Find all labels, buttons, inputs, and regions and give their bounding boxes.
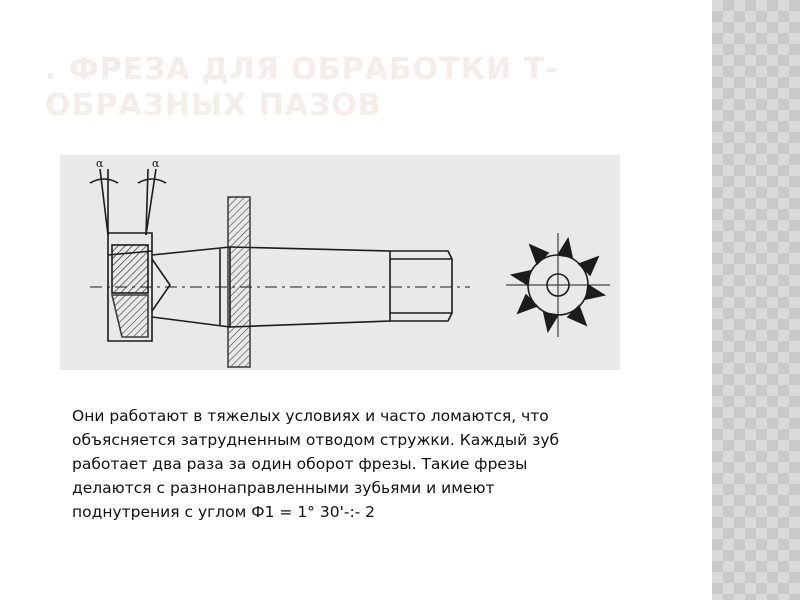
cutter-end-view <box>506 233 610 337</box>
angle-marks <box>90 169 166 235</box>
angle-label-1: α <box>96 157 104 170</box>
decorative-side-strip <box>712 0 800 600</box>
slide-body-text <box>72 404 662 524</box>
cutter-drawing-svg <box>60 155 620 370</box>
body-line-1: Они работают в тяжелых условиях и часто ломаются, что <box>72 407 549 425</box>
angle-label-2: α <box>152 157 160 170</box>
spindle-wall <box>228 197 250 367</box>
slide-title-line-1: . ФРЕЗА ДЛЯ ОБРАБОТКИ Т- <box>45 52 559 87</box>
slide-title <box>45 52 685 124</box>
cutter-drawing <box>60 155 620 370</box>
body-line-3: работает два раза за один оборот фрезы. Такие фрезы <box>72 455 528 473</box>
body-line-4: делаются с разнонаправленными зубьями и имеют <box>72 479 495 497</box>
body-line-5: поднутрения с углом Ф1 = 1° 30'-:- 2 <box>72 503 376 521</box>
body-line-2: объясняется затрудненным отводом стружки. Каждый зуб <box>72 431 560 449</box>
slide-title-line-2: ОБРАЗНЫХ ПАЗОВ <box>45 88 382 123</box>
